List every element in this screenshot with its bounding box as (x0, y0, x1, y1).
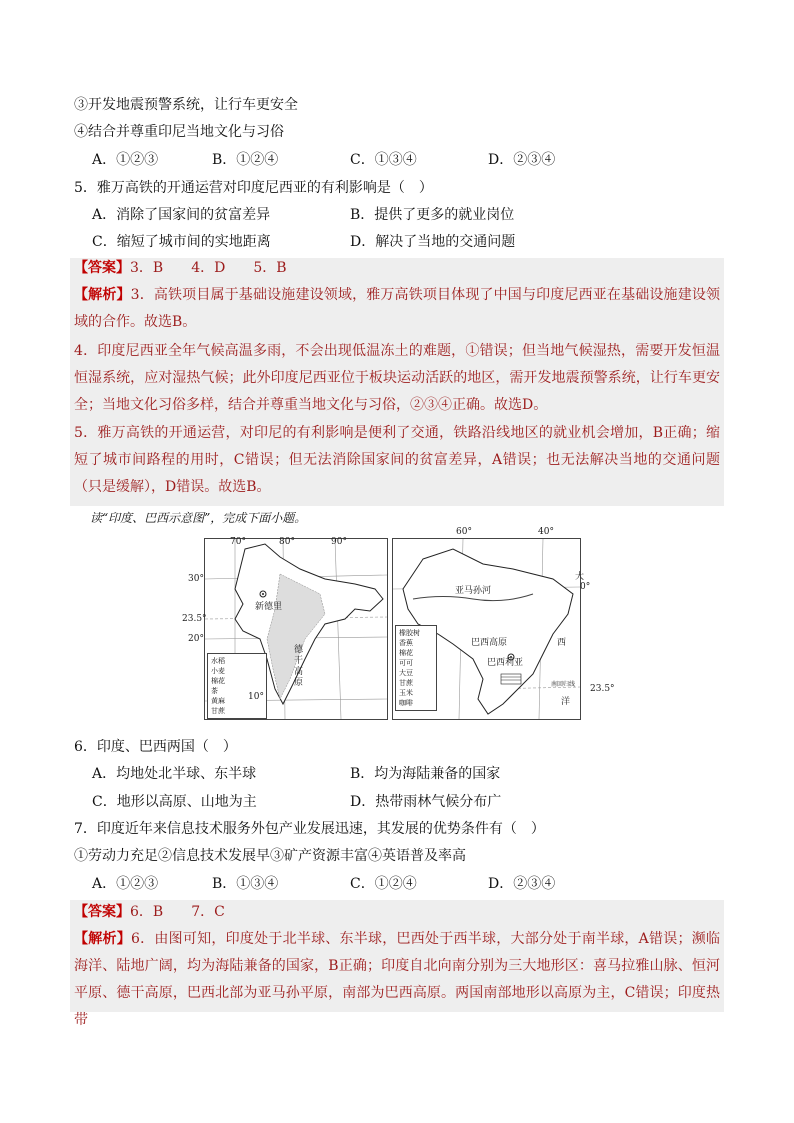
brazil-place-label: 巴西利亚 (487, 658, 524, 668)
q7-items: ①劳动力充足②信息技术发展早③矿产资源丰富④英语普及率高 (74, 848, 466, 864)
brazil-place-label: 西 (557, 638, 567, 648)
q4-item-3: ③开发地震预警系统，让行车更安全 (74, 97, 298, 113)
tropic-label: 南回归线 (551, 681, 576, 688)
q4-option-a[interactable]: A．①②③ (92, 152, 159, 168)
q5-stem: 5．雅万高铁的开通运营对印度尼西亚的有利影响是（ ） (74, 180, 433, 196)
legend-item: 黄麻 (211, 697, 225, 705)
brazil-map-legend (395, 625, 437, 711)
q6-option-c[interactable]: C．地形以高原、山地为主 (92, 794, 257, 810)
explanation-3-text: 3．高铁项目属于基础设施建设领域，雅万高铁项目体现了中国与印度尼西亚在基础设施建设领域的合作。故选B。 (74, 287, 721, 330)
india-lon-label: 80° (279, 537, 295, 547)
answer-line-1 (74, 258, 287, 278)
q5-option-a[interactable]: A．消除了国家间的贫富差异 (92, 207, 271, 223)
explanation-6-text: 6．由图可知，印度处于北半球、东半球，巴西处于西半球，大部分处于南半球，A错误；濒临海洋、陆地广阔，均为海陆兼备的国家，B正确；印度自北向南分别为三大地形区：喜马拉雅山脉、恒河平原、德干高原，巴西北部为亚马孙平原，南部为巴西高原。两国南部地形以高原为主，C错误；印度热带 (74, 931, 721, 1028)
legend-item: 棉花 (399, 649, 413, 657)
india-brazil-map-figure (182, 527, 591, 720)
legend-item: 小麦 (211, 667, 225, 675)
answer-text: 6．B 7．C (130, 904, 225, 920)
legend-item: 甘蔗 (399, 679, 413, 687)
q7-option-c[interactable]: C．①②④ (350, 876, 417, 892)
brazil-lat-label: 0° (580, 582, 591, 592)
legend-item: 橡胶树 (399, 629, 420, 637)
q5-option-c[interactable]: C．缩短了城市间的实地距离 (92, 234, 271, 250)
q5-option-b[interactable]: B．提供了更多的就业岗位 (350, 207, 515, 223)
india-place-label: 德干高原 (292, 644, 302, 688)
legend-item: 咖啡 (399, 699, 413, 707)
legend-item: 香蕉 (399, 639, 413, 647)
brazil-lon-label: 40° (538, 527, 554, 537)
legend-item: 水稻 (211, 657, 225, 665)
brazil-place-label: 巴西高原 (471, 638, 508, 648)
india-lon-label: 90° (331, 537, 347, 547)
q4-option-b[interactable]: B．①②④ (212, 152, 279, 168)
india-map (204, 538, 388, 720)
answer-tag: 【答案】 (74, 904, 130, 920)
q4-item-4: ④结合并尊重印尼当地文化与习俗 (74, 124, 284, 140)
q7-option-a[interactable]: A．①②③ (92, 876, 159, 892)
answer-block-2 (70, 900, 724, 1028)
legend-item: 大豆 (399, 669, 413, 677)
india-lat-label: 30° (188, 574, 204, 584)
legend-item: 甘蔗 (211, 707, 225, 715)
india-place-label: 新德里 (255, 602, 283, 612)
q4-option-c[interactable]: C．①③④ (350, 152, 417, 168)
answer-block-1 (70, 258, 724, 506)
legend-item: 玉米 (399, 689, 413, 697)
answer-tag: 【答案】 (74, 260, 130, 276)
q4-option-d[interactable]: D．②③④ (488, 152, 556, 168)
explanation-tag: 【解析】 (74, 287, 131, 303)
legend-item: 棉花 (211, 677, 225, 685)
brazil-map (392, 538, 585, 720)
map-intro: 读“印度、巴西示意图”，完成下面小题。 (90, 511, 307, 525)
explanation-5: 5．雅万高铁的开通运营，对印尼的有利影响是便利了交通，铁路沿线地区的就业机会增加，B正确；缩短了城市间路程的用时，C错误；但无法消除国家间的贫富差异，A错误；也无法解决当地的交通问题（只是缓解），D错误。故选B。 (74, 425, 720, 495)
india-map-legend (207, 653, 267, 719)
india-lon-label: 70° (230, 537, 246, 547)
q6-stem: 6．印度、巴西两国（ ） (74, 739, 237, 755)
q7-option-b[interactable]: B．①③④ (212, 876, 279, 892)
brazil-lat-label: 23.5° (590, 684, 615, 694)
q5-option-d[interactable]: D．解决了当地的交通问题 (350, 234, 516, 250)
brazil-place-label: 亚马孙河 (455, 586, 492, 596)
india-lat-label: 23.5° (182, 614, 207, 624)
brazil-place-label: 洋 (561, 697, 571, 707)
q6-option-a[interactable]: A．均地处北半球、东半球 (92, 766, 257, 782)
q7-stem: 7．印度近年来信息技术服务外包产业发展迅速，其发展的优势条件有（ ） (74, 821, 545, 837)
explanation-6 (74, 926, 720, 1034)
legend-item: 可可 (399, 659, 413, 667)
explanation-4: 4．印度尼西亚全年气候高温多雨，不会出现低温冻土的难题，①错误；但当地气候湿热，需要开发恒温恒湿系统，应对湿热气候；此外印度尼西亚位于板块运动活跃的地区，需开发地震预警系统，让行车更安全；当地文化习俗多样，结合并尊重当地文化与习俗，②③④正确。故选D。 (74, 343, 720, 413)
answer-line-2 (74, 902, 225, 922)
legend-item: 茶 (211, 687, 218, 695)
india-lat-label: 20° (188, 634, 204, 644)
q6-option-b[interactable]: B．均为海陆兼备的国家 (350, 766, 501, 782)
q7-option-d[interactable]: D．②③④ (488, 876, 556, 892)
explanation-tag: 【解析】 (74, 931, 131, 947)
brazil-place-label: 大 (575, 572, 585, 582)
explanation-3 (74, 282, 720, 336)
q6-option-d[interactable]: D．热带雨林气候分布广 (350, 794, 502, 810)
answer-text: 3．B 4．D 5．B (130, 260, 287, 276)
india-lat-label: 10° (248, 692, 264, 702)
brazil-lon-label: 60° (456, 527, 472, 537)
